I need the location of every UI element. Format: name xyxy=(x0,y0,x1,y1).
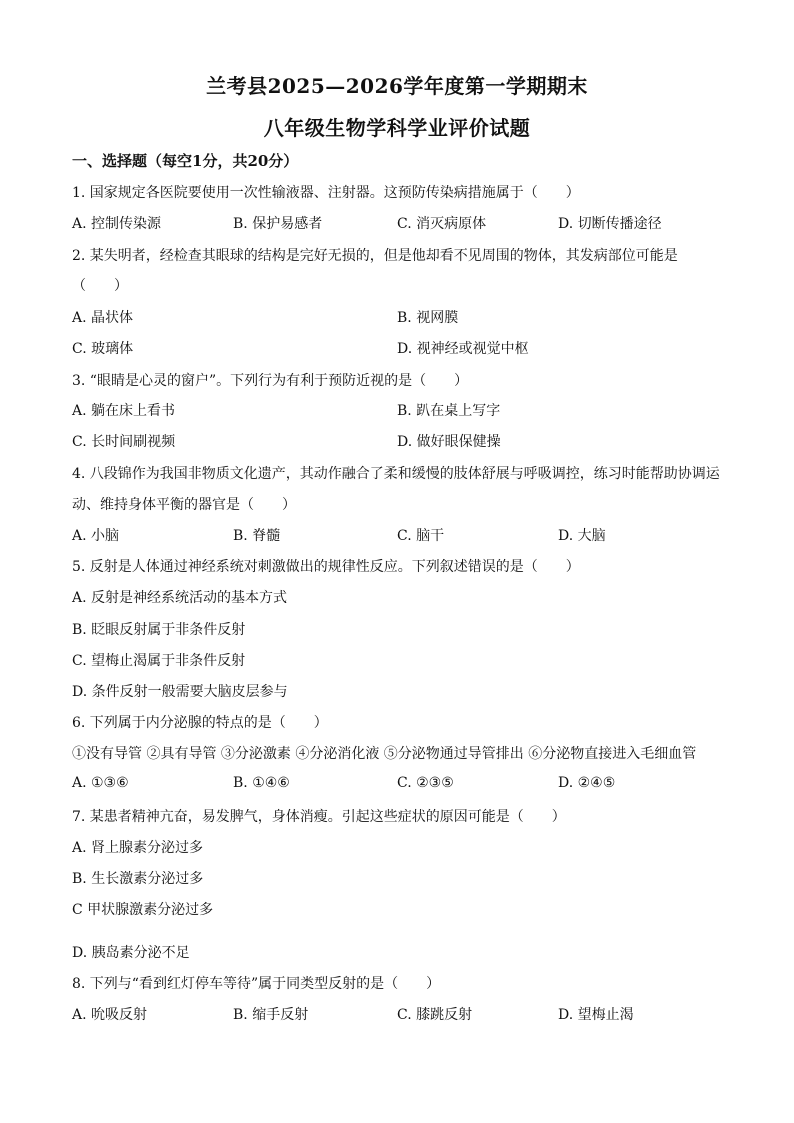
q7-option-d: D. 胰岛素分泌不足 xyxy=(72,945,190,961)
q7-option-b: B. 生长激素分泌过多 xyxy=(72,871,204,887)
q7-option-c: C 甲状腺激素分泌过多 xyxy=(72,902,214,918)
q4-option-b: B. 脊髓 xyxy=(233,528,281,544)
question-7-stem: 7. 某患者精神亢奋，易发脾气，身体消瘦。引起这些症状的原因可能是（ ） xyxy=(72,809,566,825)
q2-option-c: C. 玻璃体 xyxy=(72,341,134,357)
question-4-stem-cont: 动、维持身体平衡的器官是（ ） xyxy=(72,497,296,513)
exam-subtitle: 八年级生物学科学业评价试题 xyxy=(263,116,531,140)
q5-option-a: A. 反射是神经系统活动的基本方式 xyxy=(72,590,288,606)
q8-option-b: B. 缩手反射 xyxy=(233,1007,309,1023)
q3-option-d: D. 做好眼保健操 xyxy=(397,434,501,450)
question-2-stem-cont: （ ） xyxy=(72,278,128,294)
q2-option-b: B. 视网膜 xyxy=(397,310,459,326)
exam-title: 兰考县2025—2026学年度第一学期期末 xyxy=(206,74,588,98)
q3-option-b: B. 趴在桌上写字 xyxy=(397,403,501,419)
q7-option-a: A. 肾上腺素分泌过多 xyxy=(72,840,204,856)
section-heading: 一、选择题（每空1分，共20分） xyxy=(72,152,299,170)
q6-option-b: B. ①④⑥ xyxy=(233,775,290,791)
q4-option-d: D. 大脑 xyxy=(558,528,606,544)
q6-option-c: C. ②③⑤ xyxy=(397,775,454,791)
question-4-stem: 4. 八段锦作为我国非物质文化遗产，其动作融合了柔和缓慢的肢体舒展与呼吸调控，练习时能帮助协调运 xyxy=(72,466,720,482)
q4-option-c: C. 脑干 xyxy=(397,528,445,544)
q5-option-b: B. 眨眼反射属于非条件反射 xyxy=(72,622,246,638)
question-8-stem: 8. 下列与“看到红灯停车等待”属于同类型反射的是（ ） xyxy=(72,976,441,992)
q5-option-c: C. 望梅止渴属于非条件反射 xyxy=(72,653,246,669)
question-5-stem: 5. 反射是人体通过神经系统对刺激做出的规律性反应。下列叙述错误的是（ ） xyxy=(72,559,580,575)
question-2-stem: 2. 某失明者，经检查其眼球的结构是完好无损的，但是他却看不见周围的物体，其发病部位可能是 xyxy=(72,248,678,264)
question-1-stem: 1. 国家规定各医院要使用一次性输液器、注射器。这预防传染病措施属于（ ） xyxy=(72,185,580,201)
q8-option-c: C. 膝跳反射 xyxy=(397,1007,473,1023)
q6-option-d: D. ②④⑤ xyxy=(558,775,616,791)
q8-option-d: D. 望梅止渴 xyxy=(558,1007,634,1023)
q1-option-c: C. 消灭病原体 xyxy=(397,216,487,232)
q3-option-c: C. 长时间刷视频 xyxy=(72,434,176,450)
question-6-stem: 6. 下列属于内分泌腺的特点的是（ ） xyxy=(72,715,328,731)
q4-option-a: A. 小脑 xyxy=(72,528,120,544)
q2-option-a: A. 晶状体 xyxy=(72,310,134,326)
q2-option-d: D. 视神经或视觉中枢 xyxy=(397,341,529,357)
q1-option-a: A. 控制传染源 xyxy=(72,216,162,232)
question-6-statements: ①没有导管 ②具有导管 ③分泌激素 ④分泌消化液 ⑤分泌物通过导管排出 ⑥分泌物直接进入毛细血管 xyxy=(72,746,697,762)
q1-option-b: B. 保护易感者 xyxy=(233,216,323,232)
q3-option-a: A. 躺在床上看书 xyxy=(72,403,176,419)
q8-option-a: A. 吮吸反射 xyxy=(72,1007,148,1023)
q6-option-a: A. ①③⑥ xyxy=(72,775,129,791)
q1-option-d: D. 切断传播途径 xyxy=(558,216,662,232)
question-3-stem: 3. “眼睛是心灵的窗户”。下列行为有利于预防近视的是（ ） xyxy=(72,373,469,389)
q5-option-d: D. 条件反射一般需要大脑皮层参与 xyxy=(72,684,288,700)
